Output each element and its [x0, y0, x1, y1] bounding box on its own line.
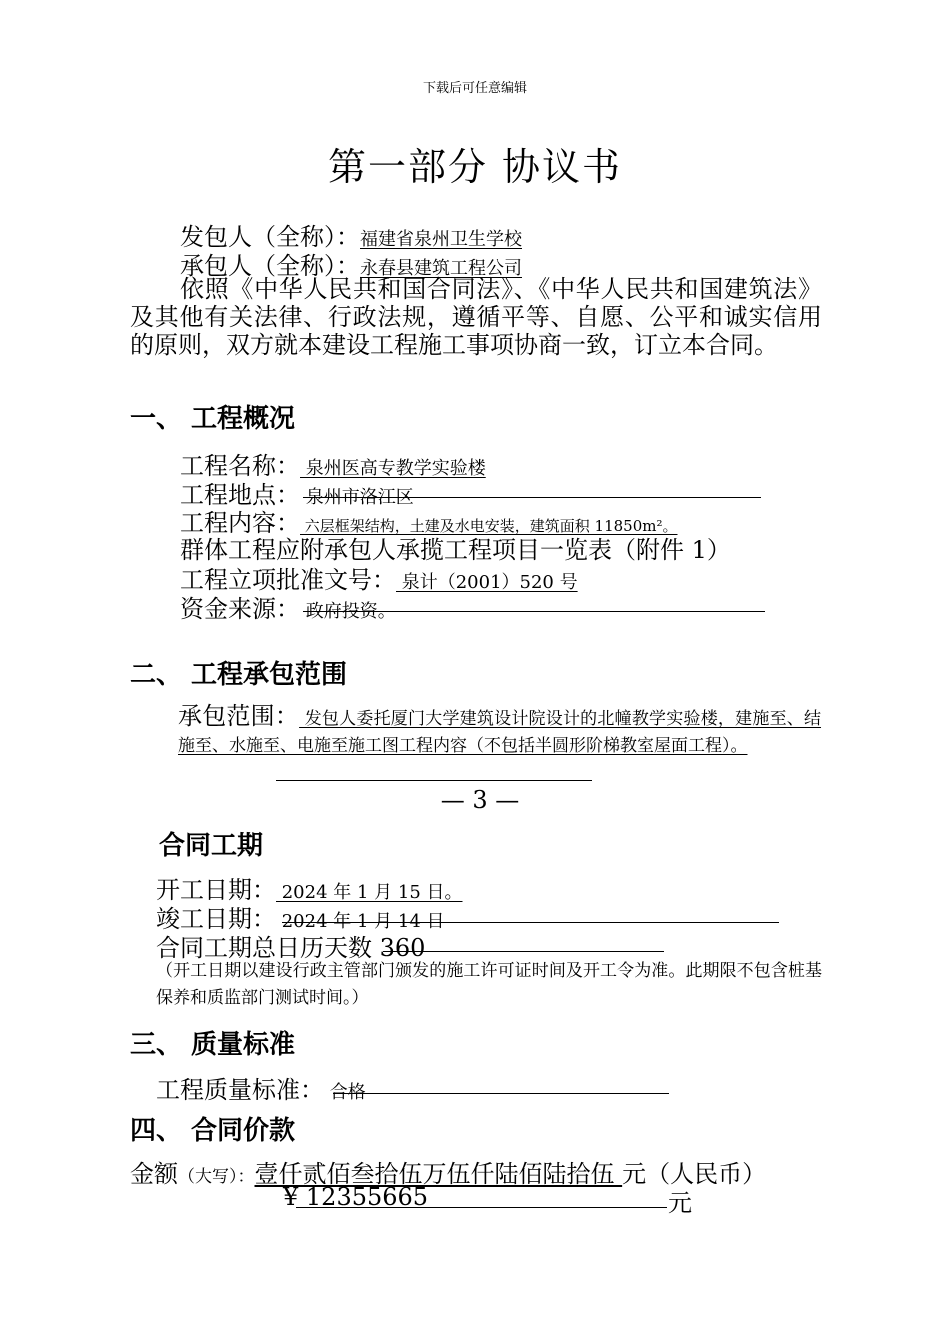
header-note: 下载后可任意编辑: [422, 81, 527, 96]
funding-underline: [303, 611, 765, 612]
duration-value: 360: [372, 934, 426, 962]
quality-underline: [333, 1093, 669, 1094]
period-heading: 合同工期: [159, 831, 264, 861]
location-underline: [303, 497, 761, 498]
scope-value: 发包人委托厦门大学建筑设计院设计的北幢教学实验楼，建施至、结施至、水施至、电施至施工图工程内容（不包括半圆形阶梯教室屋面工程）。: [178, 709, 822, 756]
amount-unit-rmb: 元（人民币）: [622, 1160, 767, 1188]
amount-underline: [296, 1207, 667, 1208]
contractor-label: 承包人（全称）：: [180, 252, 360, 280]
employer-label: 发包人（全称）：: [180, 223, 360, 251]
duration-underline: [383, 951, 664, 952]
project-content-value: 六层框架结构，土建及水电安装，建筑面积 11850m²。: [300, 517, 678, 535]
project-location-value: 泉州市洛江区: [300, 487, 414, 508]
duration-label: 合同工期总日历天数: [156, 934, 372, 962]
group-project-note: 群体工程应附承包人承揽工程项目一览表（附件 1）: [180, 536, 731, 564]
project-content-label: 工程内容：: [180, 509, 300, 537]
project-location-label: 工程地点：: [180, 481, 300, 509]
section1-heading: 一、 工程概况: [130, 404, 296, 434]
amount-label-small: （大写）：: [178, 1167, 255, 1187]
scope-paragraph: [178, 703, 821, 760]
quality-value: 合格: [324, 1082, 366, 1103]
project-name-value: 泉州医高专教学实验楼: [300, 458, 486, 479]
section3-heading: 三、 质量标准: [130, 1030, 296, 1060]
contractor-value: 永春县建筑工程公司: [360, 258, 522, 279]
section4-heading: 四、 合同价款: [130, 1116, 296, 1146]
approval-value: 泉计（2001）520 号: [396, 572, 578, 593]
start-date-value: 2024 年 1 月 15 日。: [276, 882, 463, 903]
approval-label: 工程立项批准文号：: [180, 566, 396, 594]
section2-heading: 二、 工程承包范围: [130, 660, 348, 690]
scope-label: 承包范围：: [178, 702, 300, 730]
project-name-label: 工程名称：: [180, 452, 300, 480]
start-date-label: 开工日期：: [156, 876, 276, 904]
page-title: 第一部分 协议书: [327, 145, 623, 189]
amount-number: 12355665: [298, 1183, 429, 1211]
end-date-label: 竣工日期：: [156, 905, 276, 933]
yen-symbol: ¥: [283, 1183, 299, 1211]
funding-row: [180, 589, 396, 624]
scope-underline: [276, 780, 592, 781]
period-note: （开工日期以建设行政主管部门颁发的施工许可证时间及开工令为准。此期限不包含桩基保养和质监部门测试时间。）: [156, 961, 822, 1008]
intro-paragraph: 依照《中华人民共和国合同法》、《中华人民共和国建筑法》及其他有关法律、行政法规，遵循平等、自愿、公平和诚实信用的原则，双方就本建设工程施工事项协商一致，订立本合同。: [130, 275, 822, 359]
funding-label: 资金来源：: [180, 595, 300, 623]
employer-value: 福建省泉州卫生学校: [360, 229, 522, 250]
page-number: — 3 —: [440, 786, 520, 814]
end-date-value: 2024 年 1 月 14 日: [276, 911, 445, 932]
quality-label: 工程质量标准：: [156, 1076, 324, 1104]
funding-value: 政府投资。: [300, 601, 396, 622]
end-date-underline: [282, 922, 779, 923]
quality-row: [156, 1070, 366, 1105]
amount-label: 金额: [130, 1160, 178, 1188]
amount-words: 壹仟贰佰叁拾伍万伍仟陆佰陆拾伍: [254, 1160, 623, 1188]
amount-unit: 元: [668, 1189, 692, 1217]
